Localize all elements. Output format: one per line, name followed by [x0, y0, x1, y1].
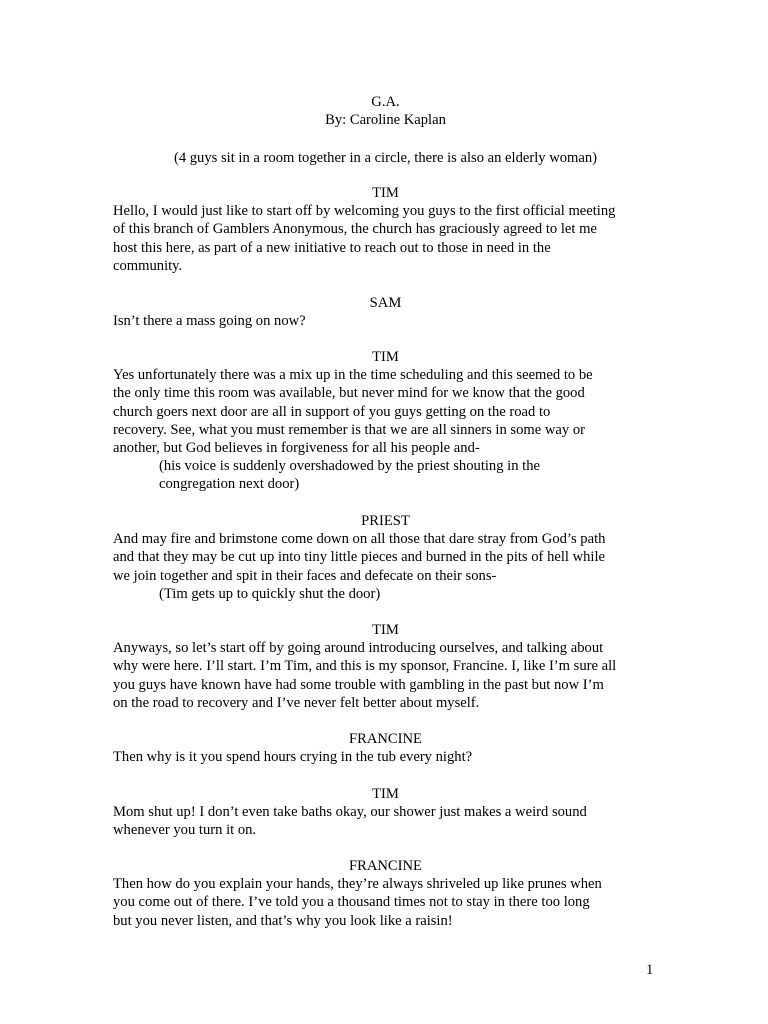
- script-title: G.A.: [371, 94, 400, 110]
- stage-direction-line: (his voice is suddenly overshadowed by the priest shouting in the: [159, 458, 540, 474]
- speaker-name: FRANCINE: [349, 858, 422, 874]
- opening-stage-direction: [113, 149, 658, 167]
- dialogue-line: why were here. I’ll start. I’m Tim, and this is my sponsor, Francine. I, like I’m sure all: [113, 658, 617, 675]
- dialogue-block: [113, 785, 658, 840]
- dialogue-line: Then how do you explain your hands, they’re always shriveled up like prunes when: [113, 876, 602, 893]
- speaker-name: TIM: [372, 622, 399, 638]
- dialogue-line: Mom shut up! I don’t even take baths okay, our shower just makes a weird sound: [113, 804, 587, 821]
- speaker-name: TIM: [372, 349, 399, 365]
- dialogue-block: [113, 857, 658, 930]
- dialogue-line: Yes unfortunately there was a mix up in the time scheduling and this seemed to be: [113, 367, 593, 384]
- dialogue-line: we join together and spit in their faces and defecate on their sons-: [113, 567, 497, 584]
- dialogue-line: the only time this room was available, but never mind for we know that the good: [113, 385, 585, 402]
- opening-direction-text: (4 guys sit in a room together in a circle, there is also an elderly woman): [173, 150, 598, 166]
- speaker-name: PRIEST: [361, 513, 410, 529]
- speaker-name: SAM: [369, 295, 402, 311]
- title-block: [113, 93, 658, 129]
- stage-direction-line: congregation next door): [159, 476, 300, 493]
- dialogue-line: Anyways, so let’s start off by going around introducing ourselves, and talking about: [113, 640, 604, 657]
- page-number: 1: [646, 962, 654, 978]
- stage-direction: [159, 457, 659, 493]
- dialogue-line: on the road to recovery and I’ve never felt better about myself.: [113, 694, 480, 711]
- dialogue-block: [113, 730, 658, 766]
- dialogue-line: Then why is it you spend hours crying in the tub every night?: [113, 749, 473, 766]
- speaker-name: TIM: [372, 786, 399, 802]
- stage-direction-line: (Tim gets up to quickly shut the door): [159, 586, 381, 602]
- dialogue-line: recovery. See, what you must remember is that we are all sinners in some way or: [113, 421, 585, 438]
- script-byline: By: Caroline Kaplan: [325, 112, 446, 129]
- stage-direction: [159, 585, 659, 603]
- dialogue-line: and that they may be cut up into tiny little pieces and burned in the pits of hell while: [113, 549, 606, 566]
- dialogue-line: And may fire and brimstone come down on all those that dare stray from God’s path: [113, 531, 606, 548]
- dialogue-block: [113, 184, 658, 275]
- dialogue-line: you come out of there. I’ve told you a thousand times not to stay in there too long: [113, 894, 590, 911]
- speaker-name: TIM: [372, 185, 399, 201]
- dialogue-block: [113, 621, 658, 712]
- dialogue-block: [113, 294, 658, 330]
- dialogue-line: but you never listen, and that’s why you look like a raisin!: [113, 912, 453, 929]
- dialogue-line: Isn’t there a mass going on now?: [113, 313, 306, 330]
- dialogue-line: community.: [113, 257, 183, 274]
- dialogue-block: [113, 512, 658, 585]
- dialogue-line: of this branch of Gamblers Anonymous, the church has graciously agreed to let me: [113, 221, 597, 238]
- dialogue-line: host this here, as part of a new initiative to reach out to those in need in the: [113, 239, 551, 256]
- speaker-name: FRANCINE: [349, 731, 422, 747]
- dialogue-line: church goers next door are all in support of you guys getting on the road to: [113, 403, 551, 420]
- dialogue-line: whenever you turn it on.: [113, 822, 257, 839]
- dialogue-line: you guys have known have had some trouble with gambling in the past but now I’m: [113, 676, 604, 693]
- dialogue-block: [113, 348, 658, 457]
- dialogue-line: another, but God believes in forgiveness for all his people and-: [113, 439, 480, 456]
- dialogue-line: Hello, I would just like to start off by welcoming you guys to the first official meeting: [113, 203, 616, 220]
